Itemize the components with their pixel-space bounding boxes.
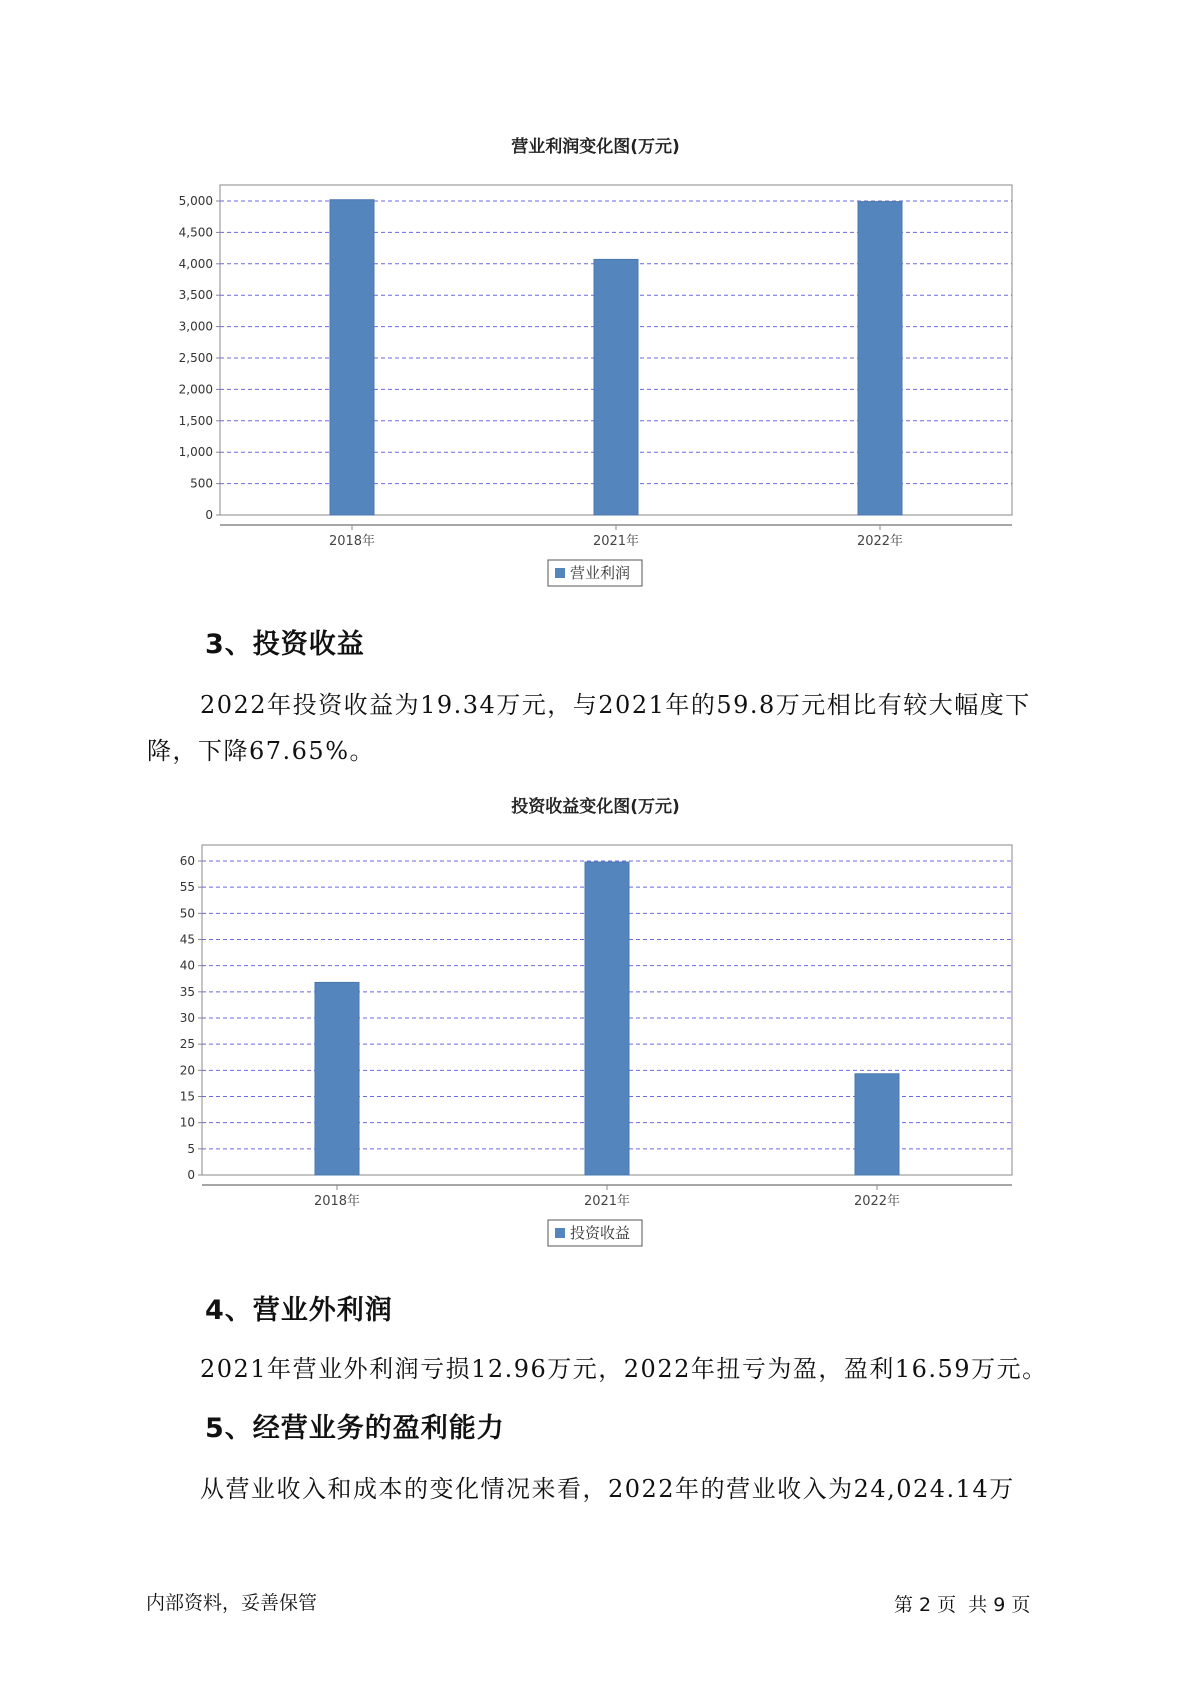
chart1-operating-profit bbox=[0, 160, 1191, 600]
y-tick-label: 3,000 bbox=[178, 319, 213, 334]
y-tick-label: 40 bbox=[179, 958, 195, 973]
chart2-title: 投资收益变化图(万元) bbox=[511, 797, 680, 817]
y-tick-label: 1,000 bbox=[178, 445, 213, 460]
y-tick-label: 45 bbox=[179, 932, 195, 947]
y-tick-label: 35 bbox=[179, 984, 195, 999]
legend-label: 营业利润 bbox=[570, 564, 631, 582]
legend bbox=[548, 560, 642, 586]
y-tick-label: 500 bbox=[190, 476, 213, 491]
y-tick-label: 50 bbox=[179, 906, 195, 921]
y-tick-label: 15 bbox=[179, 1089, 195, 1104]
y-tick-label: 5 bbox=[187, 1141, 195, 1156]
chart1-title: 营业利润变化图(万元) bbox=[511, 137, 680, 157]
y-tick-label: 2,000 bbox=[178, 382, 213, 397]
section-4-heading: 4、营业外利润 bbox=[205, 1295, 393, 1326]
y-tick-label: 10 bbox=[179, 1115, 195, 1130]
y-tick-label: 30 bbox=[179, 1011, 195, 1025]
legend-swatch bbox=[555, 568, 565, 578]
y-tick-label: 4,000 bbox=[178, 256, 213, 271]
legend-label: 投资收益 bbox=[570, 1224, 631, 1242]
bar-2021年 bbox=[594, 259, 638, 515]
y-tick-label: 20 bbox=[179, 1063, 195, 1078]
y-tick-label: 1,500 bbox=[178, 413, 213, 428]
bar-2021年 bbox=[585, 862, 629, 1175]
y-tick-label: 5,000 bbox=[178, 194, 213, 208]
x-tick-label: 2021年 bbox=[583, 1194, 631, 1209]
bar-2018年 bbox=[315, 982, 359, 1175]
footer-confidential: 内部资料，妥善保管 bbox=[146, 1592, 318, 1614]
y-tick-label: 3,500 bbox=[178, 288, 213, 303]
y-tick-label: 2,500 bbox=[178, 351, 213, 365]
section-3-para-line2: 降，下降67.65%。 bbox=[147, 737, 376, 765]
bar-2018年 bbox=[330, 200, 374, 515]
footer-page-number: 第 2 页 共 9 页 bbox=[894, 1594, 1031, 1616]
x-tick-label: 2022年 bbox=[856, 534, 904, 549]
y-tick-label: 0 bbox=[205, 508, 213, 522]
chart2-investment-income bbox=[0, 820, 1191, 1260]
legend bbox=[548, 1220, 642, 1246]
x-tick-label: 2018年 bbox=[313, 1194, 361, 1209]
y-tick-label: 60 bbox=[179, 854, 195, 868]
bar-2022年 bbox=[858, 202, 902, 515]
legend-swatch bbox=[555, 1228, 565, 1238]
section-5-para: 从营业收入和成本的变化情况来看，2022年的营业收入为24,024.14万 bbox=[200, 1475, 1015, 1503]
bar-2022年 bbox=[855, 1074, 899, 1175]
x-tick-label: 2022年 bbox=[853, 1194, 901, 1209]
y-tick-label: 25 bbox=[179, 1037, 195, 1052]
y-tick-label: 4,500 bbox=[178, 225, 213, 240]
y-tick-label: 0 bbox=[187, 1168, 195, 1182]
x-tick-label: 2021年 bbox=[592, 534, 640, 549]
y-tick-label: 55 bbox=[179, 880, 195, 895]
section-3-heading: 3、投资收益 bbox=[205, 629, 365, 660]
section-4-para: 2021年营业外利润亏损12.96万元，2022年扭亏为盈，盈利16.59万元。 bbox=[200, 1355, 1048, 1383]
section-3-para-line1: 2022年投资收益为19.34万元，与2021年的59.8万元相比有较大幅度下 bbox=[200, 691, 1031, 719]
x-tick-label: 2018年 bbox=[328, 534, 376, 549]
section-5-heading: 5、经营业务的盈利能力 bbox=[205, 1413, 505, 1444]
